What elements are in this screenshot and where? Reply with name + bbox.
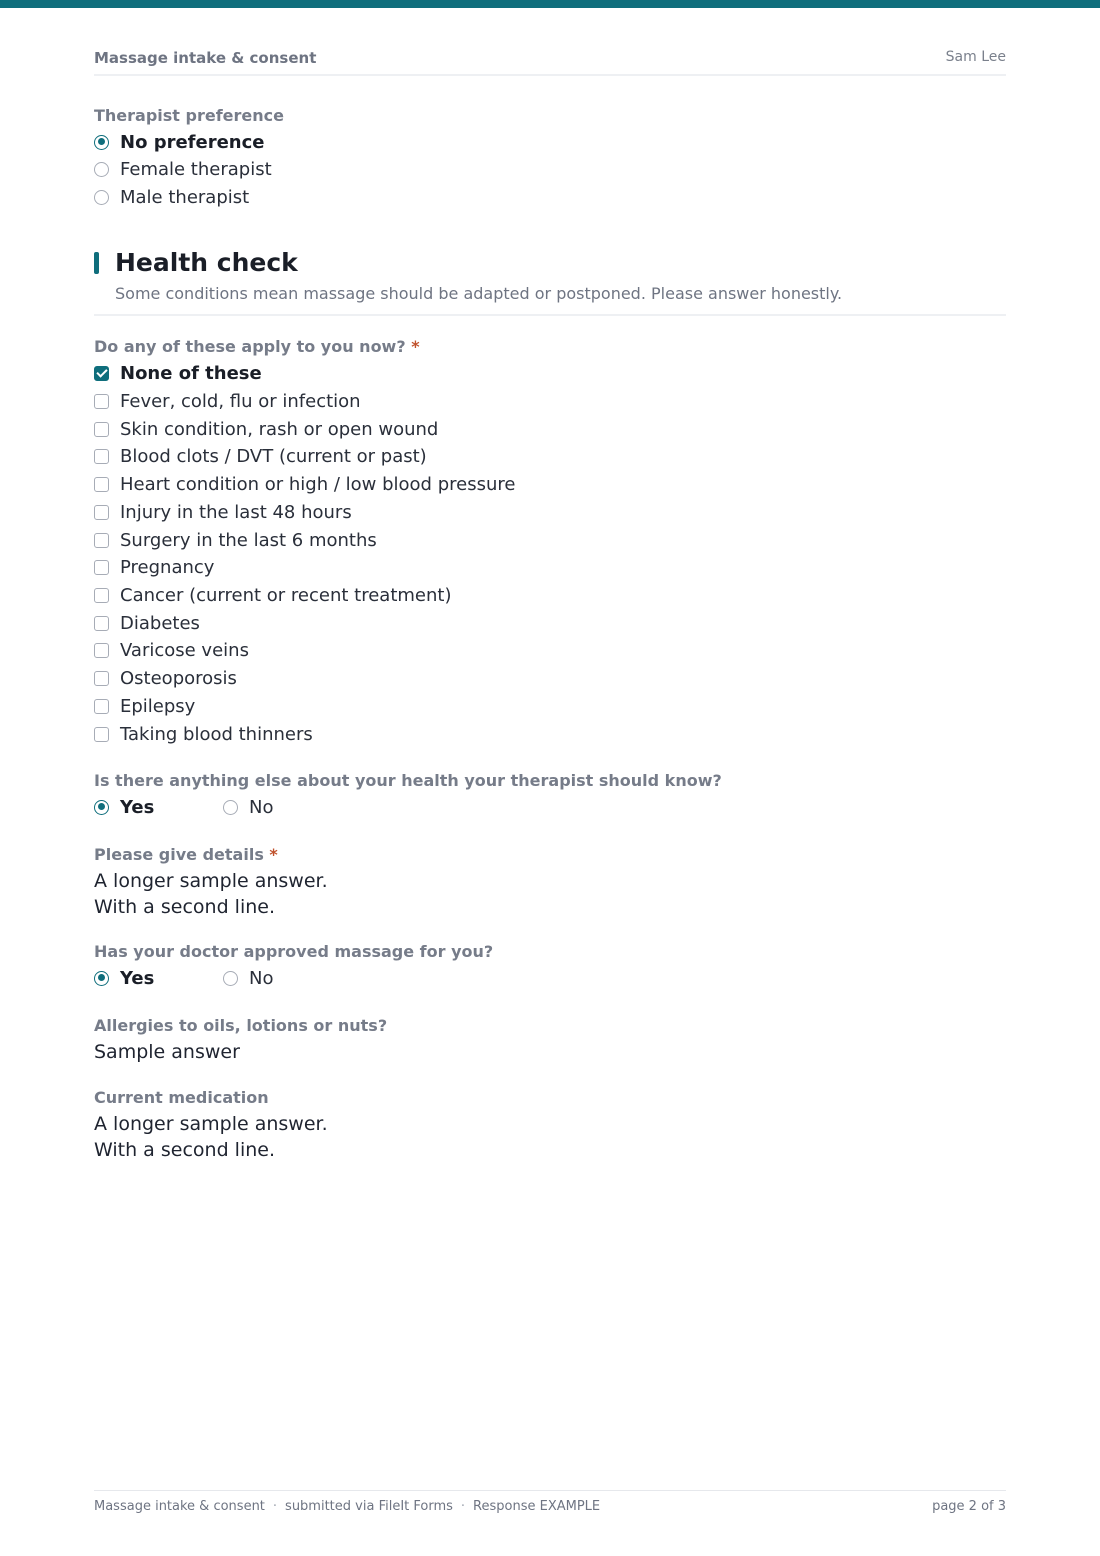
- option-label: Yes: [120, 967, 155, 989]
- radio-unselected-icon: [94, 190, 109, 205]
- condition-option[interactable]: [94, 500, 352, 524]
- checkbox-unchecked-icon: [94, 477, 109, 492]
- allergies-answer: Sample answer: [94, 1041, 240, 1063]
- radio-unselected-icon: [223, 800, 238, 815]
- option-label: Blood clots / DVT (current or past): [120, 445, 427, 467]
- footer-submitted: submitted via FileIt Forms: [285, 1499, 453, 1514]
- respondent-name: Sam Lee: [945, 49, 1006, 65]
- section-accent-bar: [94, 252, 99, 274]
- required-mark: *: [411, 337, 420, 356]
- footer-separator: ·: [460, 1499, 466, 1514]
- checkbox-unchecked-icon: [94, 394, 109, 409]
- doctor-approved-yes[interactable]: [94, 966, 154, 990]
- conditions-label: [94, 337, 420, 356]
- option-label: Varicose veins: [120, 639, 249, 661]
- option-label: Surgery in the last 6 months: [120, 529, 377, 551]
- footer-response: Response EXAMPLE: [473, 1499, 601, 1514]
- condition-option[interactable]: [94, 555, 214, 579]
- anything-else-no[interactable]: [223, 795, 273, 819]
- checkbox-unchecked-icon: [94, 699, 109, 714]
- details-answer: A longer sample answer. With a second line.: [94, 870, 328, 918]
- footer-meta: [94, 1499, 600, 1514]
- medication-label: Current medication: [94, 1088, 269, 1107]
- page-number: page 2 of 3: [932, 1499, 1006, 1514]
- checkbox-unchecked-icon: [94, 449, 109, 464]
- condition-option[interactable]: [94, 694, 195, 718]
- condition-option[interactable]: [94, 389, 361, 413]
- checkbox-unchecked-icon: [94, 588, 109, 603]
- form-title: Massage intake & consent: [94, 49, 317, 67]
- condition-option[interactable]: [94, 417, 438, 441]
- checkbox-unchecked-icon: [94, 616, 109, 631]
- page-header: [94, 48, 1006, 76]
- condition-option[interactable]: [94, 666, 237, 690]
- option-label: Heart condition or high / low blood pressure: [120, 473, 516, 495]
- details-label: [94, 845, 278, 864]
- medication-answer: A longer sample answer. With a second line.: [94, 1113, 328, 1161]
- radio-unselected-icon: [94, 162, 109, 177]
- option-label: No: [249, 796, 274, 818]
- option-label: Female therapist: [120, 158, 272, 180]
- section-title: Health check: [115, 248, 298, 277]
- option-label: No preference: [120, 131, 265, 153]
- checkbox-unchecked-icon: [94, 422, 109, 437]
- therapist-option-male[interactable]: [94, 185, 249, 209]
- checkbox-unchecked-icon: [94, 533, 109, 548]
- condition-option[interactable]: [94, 361, 262, 385]
- top-accent-bar: [0, 0, 1100, 8]
- footer-form-name: Massage intake & consent: [94, 1499, 265, 1514]
- option-label: No: [249, 967, 274, 989]
- required-mark: *: [269, 845, 278, 864]
- doctor-approved-no[interactable]: [223, 966, 273, 990]
- therapist-option-female[interactable]: [94, 157, 272, 181]
- section-subtitle: Some conditions mean massage should be adapted or postponed. Please answer honestly.: [115, 284, 843, 303]
- therapist-preference-label: Therapist preference: [94, 106, 284, 125]
- condition-option[interactable]: [94, 611, 200, 635]
- option-label: Cancer (current or recent treatment): [120, 584, 452, 606]
- radio-unselected-icon: [223, 971, 238, 986]
- page-footer: [94, 1490, 1006, 1514]
- option-label: Injury in the last 48 hours: [120, 501, 352, 523]
- anything-else-label: Is there anything else about your health your therapist should know?: [94, 771, 722, 790]
- option-label: Taking blood thinners: [120, 723, 313, 745]
- checkbox-unchecked-icon: [94, 671, 109, 686]
- checkbox-checked-icon: [94, 366, 109, 381]
- checkbox-unchecked-icon: [94, 643, 109, 658]
- therapist-option-no-preference[interactable]: [94, 130, 264, 154]
- radio-selected-icon: [94, 800, 109, 815]
- details-label-text: Please give details: [94, 845, 264, 864]
- condition-option[interactable]: [94, 722, 313, 746]
- option-label: Diabetes: [120, 612, 200, 634]
- condition-option[interactable]: [94, 472, 515, 496]
- option-label: Male therapist: [120, 186, 250, 208]
- condition-option[interactable]: [94, 528, 377, 552]
- radio-selected-icon: [94, 135, 109, 150]
- option-label: Skin condition, rash or open wound: [120, 418, 439, 440]
- radio-selected-icon: [94, 971, 109, 986]
- checkbox-unchecked-icon: [94, 560, 109, 575]
- footer-separator: ·: [272, 1499, 278, 1514]
- option-label: Fever, cold, flu or infection: [120, 390, 361, 412]
- option-label: Epilepsy: [120, 695, 196, 717]
- checkbox-unchecked-icon: [94, 505, 109, 520]
- option-label: None of these: [120, 362, 262, 384]
- checkbox-unchecked-icon: [94, 727, 109, 742]
- conditions-label-text: Do any of these apply to you now?: [94, 337, 406, 356]
- section-divider: [94, 314, 1006, 316]
- condition-option[interactable]: [94, 583, 451, 607]
- anything-else-yes[interactable]: [94, 795, 154, 819]
- allergies-label: Allergies to oils, lotions or nuts?: [94, 1016, 388, 1035]
- option-label: Pregnancy: [120, 556, 215, 578]
- condition-option[interactable]: [94, 444, 427, 468]
- option-label: Yes: [120, 796, 155, 818]
- doctor-approved-label: Has your doctor approved massage for you?: [94, 942, 494, 961]
- option-label: Osteoporosis: [120, 667, 237, 689]
- condition-option[interactable]: [94, 638, 249, 662]
